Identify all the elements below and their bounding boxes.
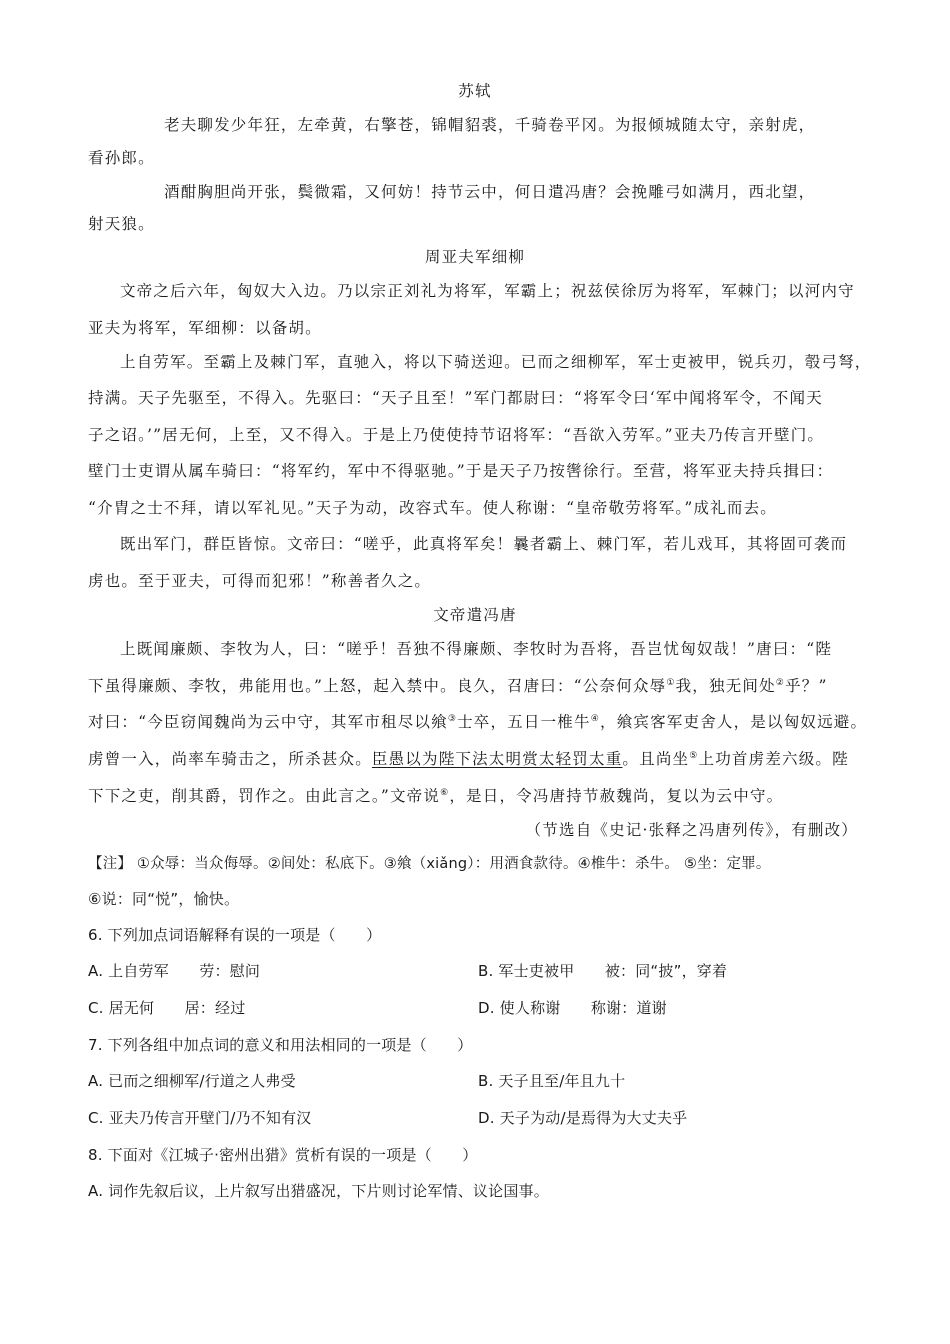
question-stem: 6. 下列加点词语解释有误的一项是（ ） [88, 926, 382, 944]
option-a[interactable]: A. 词作先叙后议，上片叙写出猎盛况，下片则讨论军情、议论国事。 [88, 1182, 549, 1200]
option-c[interactable]: C. 居无何 居：经过 [88, 999, 246, 1017]
passage-line: 既出军门，群臣皆惊。文帝曰：“嗟乎，此真将军矣！曩者霸上、棘门军，若儿戏耳，其将固可袭而 [120, 535, 848, 553]
note-marker: ⑥ [440, 787, 450, 798]
notes-line: ⑥说：同“悦”，愉快。 [88, 890, 240, 908]
passage-line: 壁门士吏谓从属车骑曰：“将军约，军中不得驱驰。”于是天子乃按辔徐行。至营，将军亚夫持兵揖曰： [88, 462, 834, 480]
text-span: 对曰：“今臣窃闻魏尚为云中守，其军市租尽以飨 [88, 713, 448, 731]
text-span: 下下之吏，削其爵，罚作之。由此言之。”文帝说 [88, 787, 441, 805]
text-span: 乎？” [785, 677, 828, 695]
note-marker: ③ [447, 713, 458, 724]
passage-line [88, 785, 783, 807]
passage-line: 持满。天子先驱至，不得入。先驱曰：“天子且至！”军门都尉曰：“将军令曰‘军中闻将军令，不闻天 [88, 389, 823, 407]
question-stem: 8. 下面对《江城子·密州出猎》赏析有误的一项是（ ） [88, 1146, 478, 1164]
passage-line: 文帝之后六年，匈奴大入边。乃以宗正刘礼为将军，军霸上；祝兹侯徐厉为将军，军棘门；以河内守 [120, 282, 855, 300]
text-span: 。且尚坐 [622, 750, 690, 768]
note-marker: ④ [590, 713, 600, 724]
question-stem: 7. 下列各组中加点词的意义和用法相同的一项是（ ） [88, 1036, 473, 1054]
option-a[interactable]: A. 已而之细柳军/行道之人弗受 [88, 1072, 296, 1090]
option-b[interactable]: B. 军士吏被甲 被：同“披”，穿着 [478, 962, 728, 980]
poem-line: 老夫聊发少年狂，左牵黄，右擎苍，锦帽貂裘，千骑卷平冈。为报倾城随太守，亲射虎， [164, 116, 816, 134]
passage-line: 上自劳军。至霸上及棘门军，直驰入，将以下骑送迎。已而之细柳军，军士吏被甲，锐兵刃，彀弓弩， [120, 353, 872, 371]
passage-line [88, 711, 867, 733]
notes-line: 【注】 ①众辱：当众侮辱。②间处：私底下。③飨（xiǎng）：用酒食款待。④椎牛：杀牛。 ⑤坐：定罪。 [88, 856, 771, 872]
text-span: ，飨宾客军吏舍人，是以匈奴远避。 [600, 713, 868, 731]
option-a[interactable]: A. 上自劳军 劳：慰问 [88, 962, 261, 980]
underlined-sentence: 臣愚以为陛下法太明赏太轻罚太重 [371, 750, 623, 768]
text-span: 上功首虏差六级。陛 [698, 750, 849, 768]
passage-line: 子之诏。’”居无何，上至，又不得入。于是上乃使使持节诏将军：“吾欲入劳军。”亚夫乃传言开壁门。 [88, 426, 825, 444]
passage-line [88, 748, 849, 770]
text-span: 虏曾一入，尚率车骑击之，所杀甚众。 [88, 750, 372, 768]
poem-line: 看孙郎。 [88, 149, 155, 167]
text-span: 下虽得廉颇、李牧，弗能用也。”上怒，起入禁中。良久，召唐曰：“公奈何众辱 [88, 677, 667, 695]
passage-title: 周亚夫军细柳 [424, 248, 526, 266]
option-c[interactable]: C. 亚夫乃传言开壁门/乃不知有汉 [88, 1109, 312, 1127]
passage-line: 上既闻廉颇、李牧为人，曰：“嗟乎！吾独不得廉颇、李牧时为吾将，吾岂忧匈奴哉！”唐曰：“陛 [120, 640, 833, 658]
poem-author: 苏轼 [458, 82, 492, 100]
source-citation: （节选自《史记·张释之冯唐列传》，有删改） [525, 821, 858, 839]
option-d[interactable]: D. 天子为动/是焉得为大丈夫乎 [478, 1109, 688, 1127]
poem-line: 射天狼。 [88, 215, 155, 233]
option-d[interactable]: D. 使人称谢 称谢：道谢 [478, 999, 667, 1017]
option-b[interactable]: B. 天子且至/年且九十 [478, 1072, 626, 1090]
passage-line: “介胄之士不拜，请以军礼见。”天子为动，改容式车。使人称谢：“皇帝敬劳将军。”成礼而去。 [88, 499, 777, 517]
text-span: 我，独无间处 [675, 677, 776, 695]
text-span: ，是日，令冯唐持节赦魏尚，复以为云中守。 [449, 787, 784, 805]
text-span: 士卒，五日一椎牛 [457, 713, 591, 731]
passage-line [88, 675, 828, 697]
note-marker: ① [666, 677, 676, 688]
passage-line: 虏也。至于亚夫，可得而犯邪！”称善者久之。 [88, 572, 432, 590]
passage-line: 亚夫为将军，军细柳：以备胡。 [88, 319, 322, 337]
poem-line: 酒酣胸胆尚开张，鬓微霜，又何妨！持节云中，何日遣冯唐？会挽雕弓如满月，西北望， [164, 183, 816, 201]
note-marker: ⑤ [689, 750, 699, 761]
note-marker: ② [775, 677, 786, 688]
passage-title: 文帝遣冯唐 [433, 606, 517, 624]
